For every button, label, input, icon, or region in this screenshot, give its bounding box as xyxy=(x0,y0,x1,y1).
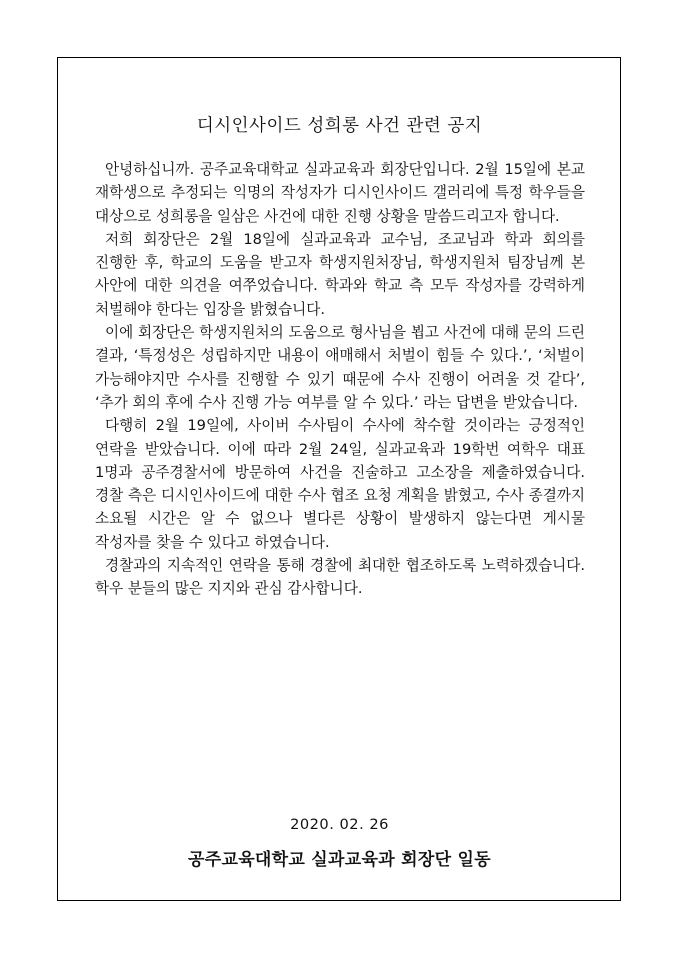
notice-paragraph-greeting: 안녕하십니까. 공주교육대학교 실과교육과 회장단입니다. 2월 15일에 본교 재학생으로 추정되는 익명의 작성자가 디시인사이드 갤러리에 특정 학우들을 대상으로 성희롱을 일삼은 사건에 대한 진행 상황을 말씀드리고자 합니다. xyxy=(95,161,585,225)
notice-paragraph-detective: 이에 회장단은 학생지원처의 도움으로 형사님을 뵙고 사건에 대해 문의 드린 결과, ‘특정성은 성립하지만 내용이 애매해서 처벌이 힘들 수 있다.’, ‘처벌이 가능해야지만 수사를 진행할 수 있기 때문에 수사 진행이 어려울 것 같다’, ‘추가 회의 후에 수사 진행 가능 여부를 알 수 있다.’ 라는 답변을 받았습니다. xyxy=(95,324,585,411)
notice-signature: 공주교육대학교 실과교육과 회장단 일동 xyxy=(188,850,491,870)
notice-date: 2020. 02. 26 xyxy=(290,816,389,833)
notice-body xyxy=(95,158,585,601)
notice-paragraph-meeting: 저희 회장단은 2월 18일에 실과교육과 교수님, 조교님과 학과 회의를 진행한 후, 학교의 도움을 받고자 학생지원처장님, 학생지원처 팀장님께 본 사안에 대한 의견을 여쭈었습니다. 학과와 학교 측 모두 작성자를 강력하게 처벌해야 한다는 입장을 밝혔습니다. xyxy=(95,230,585,318)
notice-title: 디시인사이드 성희롱 사건 관련 공지 xyxy=(196,116,483,136)
notice-paragraph-investigation: 다행히 2월 19일에, 사이버 수사팀이 수사에 착수할 것이라는 긍정적인 연락을 받았습니다. 이에 따라 2월 24일, 실과교육과 19학번 여학우 대표 1명과 공주경찰서에 방문하여 사건을 진술하고 고소장을 제출하였습니다. 경찰 측은 디시인사이드에 대한 수사 협조 요청 계획을 밝혔고, 수사 종결까지 소요될 시간은 알 수 없으나 별다른 상황이 발생하지 않는다면 게시물 작성자를 찾을 수 있다고 하였습니다. xyxy=(95,417,585,551)
notice-paragraph-closing: 경찰과의 지속적인 연락을 통해 경찰에 최대한 협조하도록 노력하겠습니다. 학우 분들의 많은 지지와 관심 감사합니다. xyxy=(95,557,585,598)
